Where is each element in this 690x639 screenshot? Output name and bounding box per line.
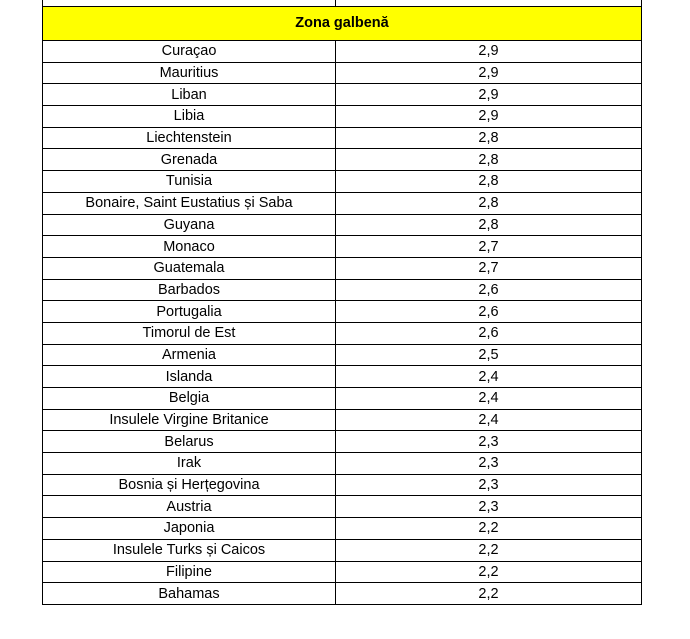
country-cell: Bahamas [43,583,336,605]
country-cell: Belarus [43,431,336,453]
country-cell: Austria [43,496,336,518]
table-row [43,171,642,193]
table-row [43,366,642,388]
country-cell: Bonaire, Saint Eustatius și Saba [43,192,336,214]
table-row [43,279,642,301]
table-row [43,388,642,410]
table-row [43,192,642,214]
value-cell: 2,3 [336,453,642,475]
table-row [43,496,642,518]
table-row [43,474,642,496]
country-cell: Mauritius [43,62,336,84]
country-cell: Liechtenstein [43,127,336,149]
value-cell: 2,9 [336,62,642,84]
country-cell: Guatemala [43,257,336,279]
value-cell: 2,4 [336,388,642,410]
country-cell: Guyana [43,214,336,236]
value-cell: 2,4 [336,409,642,431]
table-row [43,236,642,258]
country-cell: Tunisia [43,171,336,193]
table-row [43,431,642,453]
table-row [43,149,642,171]
value-cell: 2,3 [336,496,642,518]
country-cell: Timorul de Est [43,322,336,344]
table-row [43,539,642,561]
value-cell: 2,3 [336,474,642,496]
country-cell: Irak [43,453,336,475]
value-cell: 2,2 [336,561,642,583]
country-cell: Liban [43,84,336,106]
value-cell: 2,9 [336,106,642,128]
country-cell: Armenia [43,344,336,366]
value-cell: 2,2 [336,518,642,540]
value-cell: 2,7 [336,236,642,258]
country-cell: Libia [43,106,336,128]
value-cell: 2,8 [336,171,642,193]
value-cell: 2,6 [336,322,642,344]
value-cell: 2,9 [336,84,642,106]
document-table-container [42,0,641,605]
country-cell: Belgia [43,388,336,410]
table-row [43,106,642,128]
country-cell: Islanda [43,366,336,388]
country-cell: Japonia [43,518,336,540]
country-cell: Portugalia [43,301,336,323]
value-cell: 2,8 [336,149,642,171]
table-row [43,41,642,63]
country-cell: Filipine [43,561,336,583]
table-row [43,409,642,431]
country-incidence-table [42,0,642,605]
value-cell: 2,8 [336,127,642,149]
value-cell: 2,8 [336,192,642,214]
value-cell: 2,7 [336,257,642,279]
table-row [43,214,642,236]
country-cell: Insulele Virgine Britanice [43,409,336,431]
table-row [43,322,642,344]
country-cell: Monaco [43,236,336,258]
value-cell: 2,9 [336,41,642,63]
value-cell: 2,2 [336,583,642,605]
value-cell: 2,2 [336,539,642,561]
value-cell: 2,5 [336,344,642,366]
table-row [43,583,642,605]
value-cell: 2,6 [336,279,642,301]
table-row [43,301,642,323]
table-row [43,518,642,540]
value-cell: 2,6 [336,301,642,323]
value-cell: 2,4 [336,366,642,388]
value-cell: 2,3 [336,431,642,453]
country-cell: Barbados [43,279,336,301]
value-cell: 2,8 [336,214,642,236]
table-row [43,127,642,149]
table-row [43,257,642,279]
table-row [43,62,642,84]
table-row [43,344,642,366]
table-row [43,453,642,475]
table-row [43,84,642,106]
zone-header-row [43,7,642,41]
country-cell: Grenada [43,149,336,171]
table-row [43,561,642,583]
zone-header-cell: Zona galbenă [43,7,642,41]
country-cell: Insulele Turks și Caicos [43,539,336,561]
country-cell: Curaçao [43,41,336,63]
country-cell: Bosnia și Herțegovina [43,474,336,496]
